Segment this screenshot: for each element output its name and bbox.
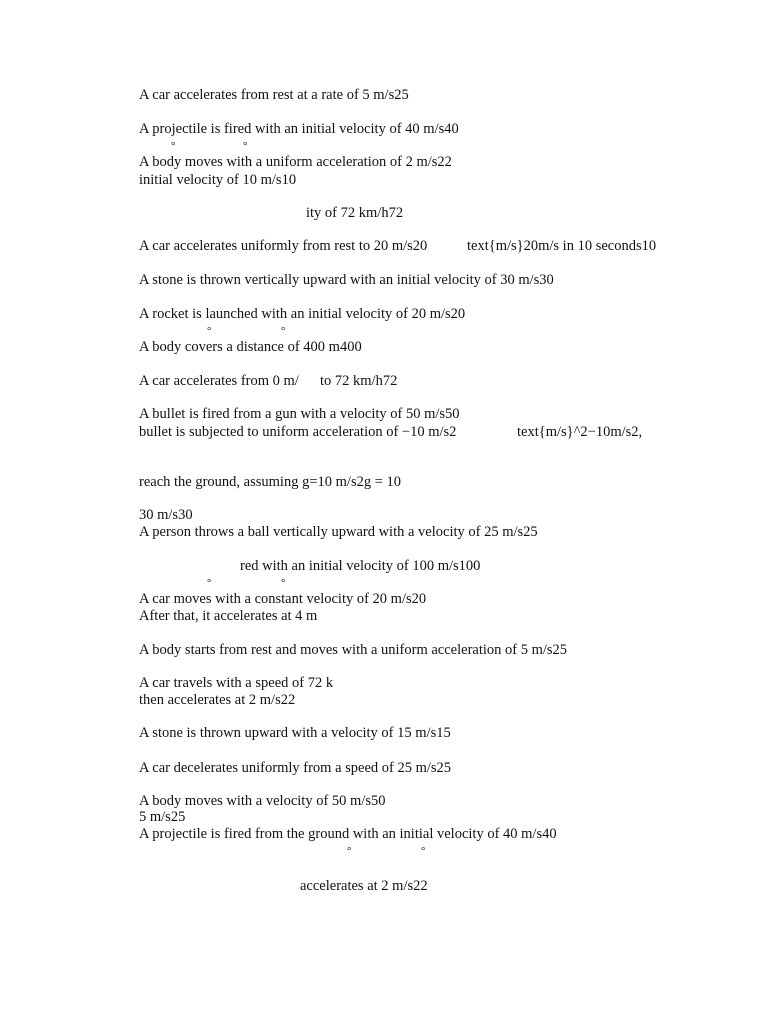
text-line: initial velocity of 10 m/s10 [139, 172, 297, 188]
text-line: reach the ground, assuming g=10 m/s2g = 10 [139, 474, 402, 490]
degree-mark: ° [347, 845, 352, 857]
degree-mark: ° [243, 140, 248, 152]
text-line: A body moves with a velocity of 50 m/s50 [139, 793, 386, 809]
degree-mark: ° [207, 577, 212, 589]
text-line: A car decelerates uniformly from a speed of 25 m/s25 [139, 760, 452, 776]
text-line: A projectile is fired from the ground with an initial velocity of 40 m/s40 [139, 826, 557, 842]
text-line: 30 m/s30 [139, 507, 193, 523]
text-line: After that, it accelerates at 4 m [139, 608, 318, 624]
text-line: A bullet is fired from a gun with a velocity of 50 m/s50 [139, 406, 460, 422]
text-line: A car accelerates from 0 m/ [139, 373, 299, 389]
text-line: 5 m/s25 [139, 809, 186, 825]
degree-mark: ° [421, 845, 426, 857]
text-line: A body covers a distance of 400 m400 [139, 339, 362, 355]
text-line: A projectile is fired with an initial velocity of 40 m/s40 [139, 121, 459, 137]
text-line: A body starts from rest and moves with a uniform acceleration of 5 m/s25 [139, 642, 568, 658]
degree-mark: ° [207, 325, 212, 337]
text-line: ity of 72 km/h72 [306, 205, 404, 221]
text-line: A person throws a ball vertically upward with a velocity of 25 m/s25 [139, 524, 538, 540]
text-line: A stone is thrown upward with a velocity of 15 m/s15 [139, 725, 451, 741]
text-line: A car accelerates from rest at a rate of 5 m/s25 [139, 87, 409, 103]
text-line: A car moves with a constant velocity of 20 m/s20 [139, 591, 427, 607]
text-line: accelerates at 2 m/s22 [300, 878, 428, 894]
text-line: bullet is subjected to uniform acceleration of −10 m/s2 [139, 424, 457, 440]
text-line: A car travels with a speed of 72 k [139, 675, 334, 691]
text-line: A body moves with a uniform acceleration of 2 m/s22 [139, 154, 452, 170]
text-line: A rocket is launched with an initial velocity of 20 m/s20 [139, 306, 466, 322]
text-line: A car accelerates uniformly from rest to 20 m/s20 [139, 238, 428, 254]
text-line: to 72 km/h72 [320, 373, 398, 389]
text-line: A stone is thrown vertically upward with an initial velocity of 30 m/s30 [139, 272, 554, 288]
degree-mark: ° [281, 325, 286, 337]
text-line: text{m/s}20m/s in 10 seconds10 [467, 238, 657, 254]
text-line: then accelerates at 2 m/s22 [139, 692, 296, 708]
text-line: text{m/s}^2−10m/s2, [517, 424, 643, 440]
degree-mark: ° [281, 577, 286, 589]
degree-mark: ° [171, 140, 176, 152]
text-line: red with an initial velocity of 100 m/s100 [240, 558, 481, 574]
